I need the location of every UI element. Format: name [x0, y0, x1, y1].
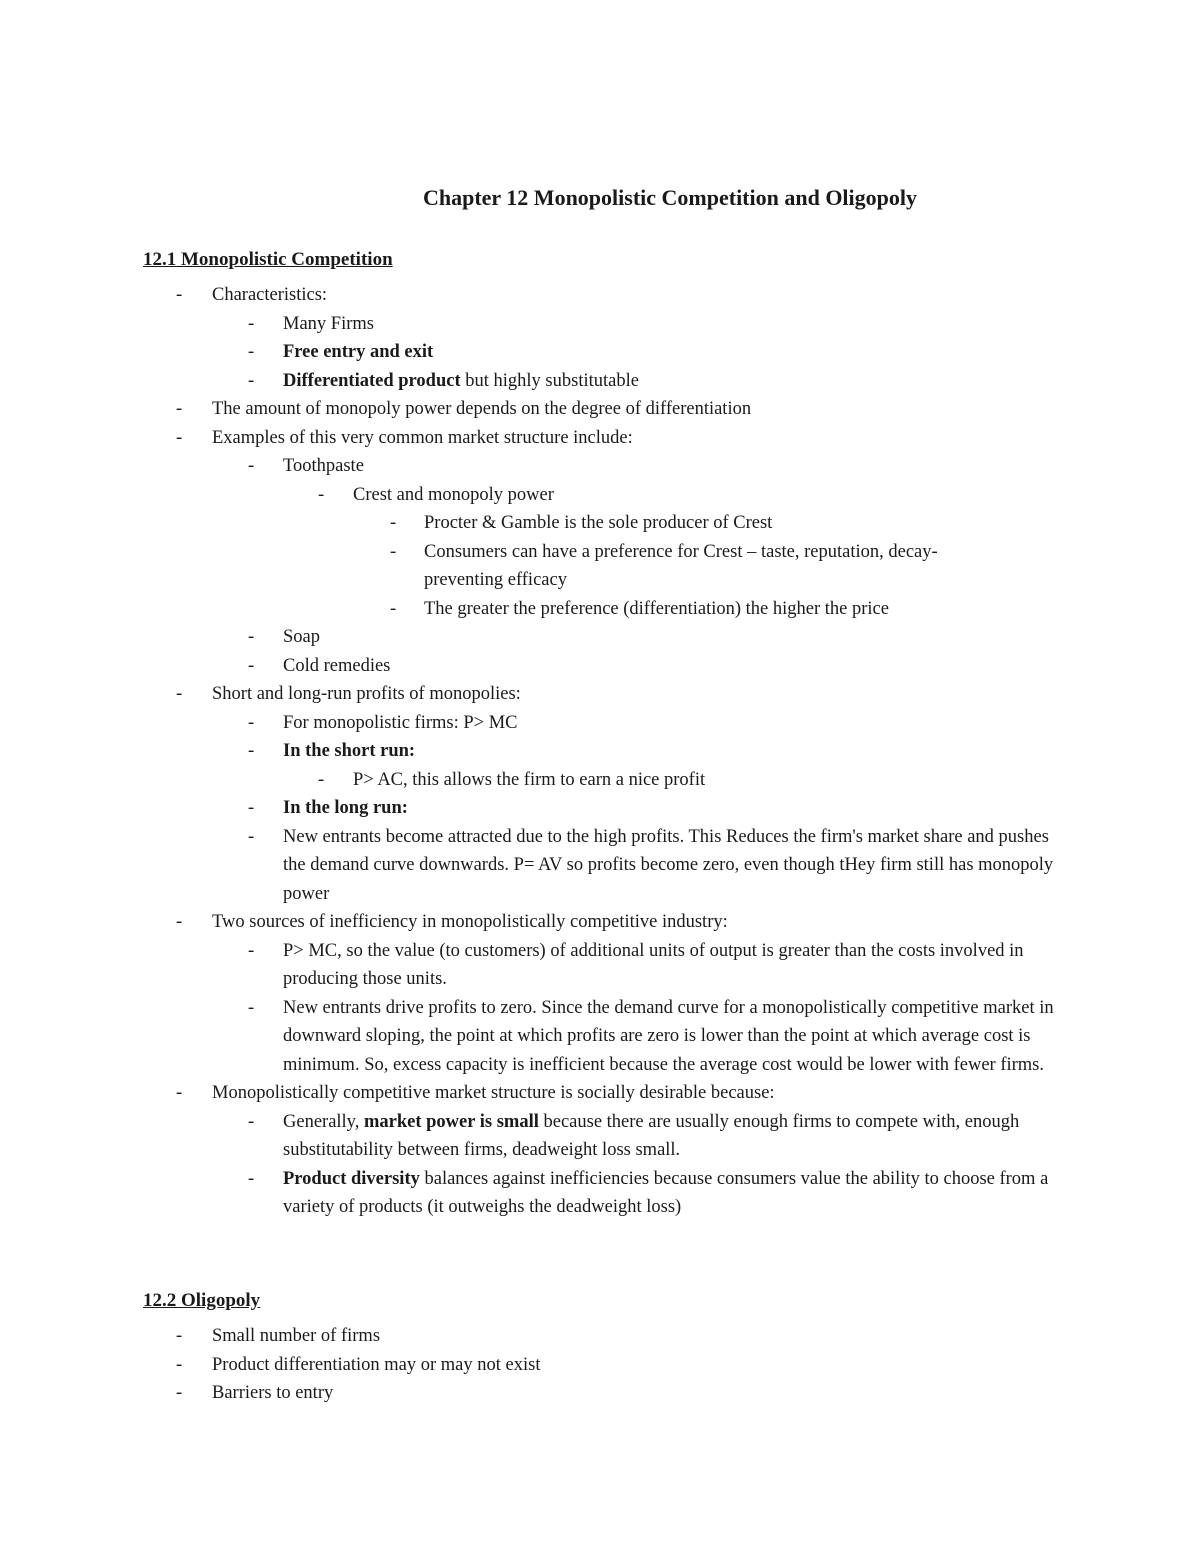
page-title: Chapter 12 Monopolistic Competition and Oligopoly — [422, 185, 918, 210]
list-item-text: Many Firms — [283, 313, 374, 334]
list-item — [0, 937, 1063, 994]
list-item-text: P> MC, so the value (to customers) of additional units of output is greater than the costs involved in producing those units. — [283, 940, 1024, 989]
bullet-dash: - — [176, 1383, 183, 1403]
list-item — [0, 509, 984, 538]
list-item-text: Crest and monopoly power — [353, 484, 554, 505]
list-item — [0, 395, 1072, 424]
bullet-dash: - — [176, 285, 183, 305]
bullet-dash: - — [248, 1111, 255, 1132]
list-item-text: The amount of monopoly power depends on the degree of differentiation — [212, 399, 752, 419]
list-item-text: For monopolistic firms: P> MC — [283, 712, 518, 733]
list-item-text: because there are usually enough firms to compete with, enough substitutability between firms, deadweight loss small. — [283, 1111, 1020, 1160]
bold-text: Free entry and exit — [283, 342, 434, 362]
bold-text: In the long run: — [283, 798, 408, 818]
bold-text: Product diversity — [283, 1168, 420, 1189]
list-item — [0, 281, 1072, 310]
bullet-dash: - — [248, 826, 255, 847]
list-item-text: Examples of this very common market structure include: — [212, 427, 633, 448]
list-item-text: Consumers can have a preference for Crest – taste, reputation, decay-preventing efficacy — [424, 541, 938, 590]
bullet-dash: - — [390, 513, 397, 533]
list-item — [0, 1165, 1063, 1222]
bullet-dash: - — [248, 342, 255, 362]
list-item-text: Small number of firms — [212, 1326, 381, 1346]
bold-text: Differentiated product — [283, 370, 461, 391]
bullet-dash: - — [248, 741, 255, 761]
list-item-text: Cold remedies — [283, 655, 391, 676]
list-item — [0, 1322, 1072, 1351]
list-item-text: Two sources of inefficiency in monopolistically competitive industry: — [212, 912, 728, 932]
list-item — [0, 766, 1053, 795]
bullet-dash: - — [176, 1326, 183, 1346]
list-item-text: Generally, — [283, 1111, 364, 1132]
bullet-dash: - — [248, 370, 255, 391]
list-item-text: Barriers to entry — [212, 1383, 334, 1403]
section-heading-oligopoly: 12.2 Oligopoly — [143, 1290, 261, 1311]
bullet-dash: - — [318, 484, 325, 505]
list-item-text: New entrants become attracted due to the high profits. This Reduces the firm's market share and pushes the demand curve downwards. P= AV so profits become zero, even though tHey firm still has monopoly power — [283, 826, 1054, 904]
list-item-text: The greater the preference (differentiation) the higher the price — [424, 598, 889, 619]
bullet-dash: - — [248, 940, 255, 961]
bullet-dash: - — [176, 399, 183, 419]
list-item-text: Product differentiation may or may not exist — [212, 1354, 541, 1375]
list-item-text: Soap — [283, 627, 320, 647]
list-item-text: Monopolistically competitive market structure is socially desirable because: — [212, 1083, 775, 1103]
list-item — [0, 1379, 1072, 1408]
bullet-dash: - — [390, 598, 397, 619]
bullet-dash: - — [248, 1168, 255, 1189]
list-item — [0, 452, 1063, 481]
list-item — [0, 652, 1063, 681]
list-item — [0, 424, 1072, 453]
list-item-text: P> AC, this allows the firm to earn a nice profit — [353, 769, 706, 790]
list-item — [0, 794, 1063, 823]
list-item — [0, 367, 1063, 396]
list-item — [0, 538, 984, 595]
list-item — [0, 709, 1063, 738]
list-item — [0, 680, 1072, 709]
list-item — [0, 338, 1063, 367]
list-item — [0, 823, 1063, 909]
list-item-text: Characteristics: — [212, 285, 328, 305]
list-item-text: Procter & Gamble is the sole producer of Crest — [424, 513, 773, 533]
bullet-dash: - — [248, 313, 255, 334]
list-item — [0, 908, 1072, 937]
list-item — [0, 310, 1063, 339]
list-item — [0, 595, 984, 624]
bullet-dash: - — [248, 655, 255, 676]
list-item — [0, 737, 1063, 766]
list-item-text: Short and long-run profits of monopolies: — [212, 684, 521, 704]
bullet-dash: - — [176, 1354, 183, 1375]
section-heading-monopolistic-competition: 12.1 Monopolistic Competition — [143, 249, 393, 270]
bullet-dash: - — [176, 427, 183, 448]
bullet-dash: - — [248, 456, 255, 476]
section-list-monopolistic-competition — [0, 281, 1200, 1222]
bold-text: market power is small — [363, 1111, 539, 1132]
list-item — [0, 994, 1063, 1080]
bullet-dash: - — [176, 684, 183, 704]
bullet-dash: - — [248, 798, 255, 818]
bullet-dash: - — [176, 1083, 183, 1103]
bold-text: In the short run: — [283, 741, 416, 761]
list-item-text: New entrants drive profits to zero. Since the demand curve for a monopolistically competitive market in downward sloping, the point at which profits are zero is lower than the point at which average cost is minimum. So, excess capacity is inefficient because the average cost would be lower with fewer firms. — [283, 997, 1054, 1075]
list-item-text: Toothpaste — [283, 456, 364, 476]
bullet-dash: - — [248, 627, 255, 647]
bullet-dash: - — [176, 912, 183, 932]
bullet-dash: - — [248, 712, 255, 733]
section-list-oligopoly — [0, 1322, 1200, 1408]
list-item — [0, 1108, 1063, 1165]
bullet-dash: - — [318, 769, 325, 790]
list-item — [0, 481, 1053, 510]
list-item-text: but highly substitutable — [460, 370, 639, 391]
list-item — [0, 623, 1063, 652]
list-item — [0, 1079, 1072, 1108]
list-item — [0, 1351, 1072, 1380]
list-item-text: balances against inefficiencies because consumers value the ability to choose from a variety of products (it outweighs the deadweight loss) — [283, 1168, 1049, 1217]
bullet-dash: - — [390, 541, 397, 562]
bullet-dash: - — [248, 997, 255, 1018]
